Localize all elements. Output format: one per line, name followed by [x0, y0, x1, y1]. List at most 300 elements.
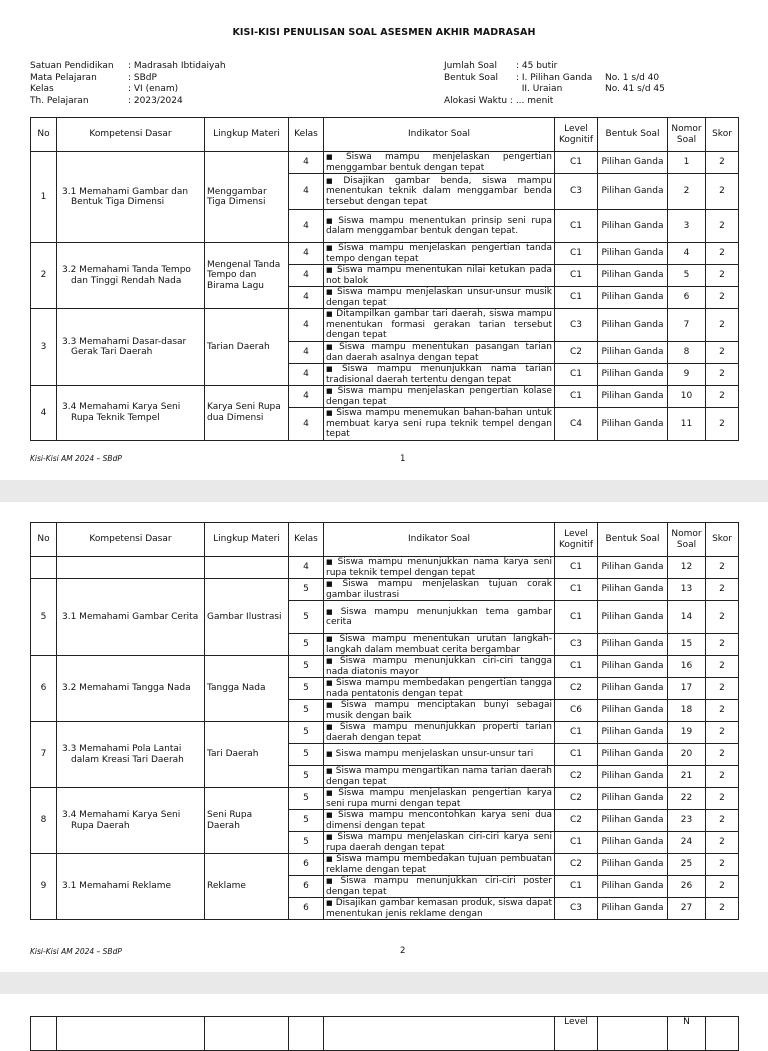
row-number: 1: [31, 152, 57, 243]
skor-cell: 2: [706, 854, 739, 876]
nomor-soal-cell: 16: [668, 656, 706, 678]
level-kognitif-cell: C1: [555, 287, 598, 309]
row-number: 2: [31, 243, 57, 309]
indikator-text: Siswa mampu menunjukkan tema gambar cerita: [326, 606, 552, 627]
bentuk-soal-cell: Pilihan Ganda: [598, 342, 668, 364]
lingkup-materi-cell: Gambar Ilustrasi: [205, 579, 289, 656]
level-kognitif-cell: C2: [555, 810, 598, 832]
level-kognitif-cell: C2: [555, 342, 598, 364]
nomor-soal-cell: 5: [668, 265, 706, 287]
level-kognitif-cell: C1: [555, 210, 598, 243]
header-skor: Skor: [706, 523, 739, 557]
indikator-soal: [324, 243, 555, 265]
level-kognitif-cell: C1: [555, 832, 598, 854]
info-value: : 2023/2024: [128, 95, 183, 106]
kelas-cell: 4: [289, 174, 324, 210]
indikator-text: Siswa mampu membedakan pengertian tangga nada pentatonis dengan tepat: [326, 678, 552, 699]
kelas-cell: 5: [289, 744, 324, 766]
indikator-text: Siswa mampu menentukan urutan langkah-langkah dalam membuat cerita bergambar: [326, 634, 552, 655]
kelas-cell: 4: [289, 408, 324, 441]
indikator-text: Siswa mampu menunjukkan ciri-ciri tangga nada diatonis mayor: [326, 656, 552, 677]
header-kompetensi-dasar: Kompetensi Dasar: [57, 118, 205, 152]
info-label: Mata Pelajaran: [30, 72, 97, 83]
nomor-soal-cell: 18: [668, 700, 706, 722]
header-nomor-soal: Nomor Soal: [668, 523, 706, 557]
bullet-icon: ■: [326, 310, 334, 319]
nomor-soal-cell: 15: [668, 634, 706, 656]
table-row: [31, 788, 739, 810]
bentuk-soal-label: Bentuk Soal: [444, 72, 498, 83]
jumlah-soal-label: Jumlah Soal: [444, 61, 497, 71]
lingkup-materi-cell: Tari Daerah: [205, 722, 289, 788]
level-kognitif-cell: C1: [555, 243, 598, 265]
row-number: 5: [31, 579, 57, 656]
bentuk-soal-cell: Pilihan Ganda: [598, 601, 668, 634]
nomor-soal-cell: 10: [668, 386, 706, 408]
bullet-icon: ■: [326, 723, 337, 731]
kelas-cell: 5: [289, 601, 324, 634]
lingkup-materi-cell: [205, 557, 289, 579]
nomor-soal-cell: 12: [668, 557, 706, 579]
kelas-cell: 6: [289, 876, 324, 898]
row-number: 9: [31, 854, 57, 920]
indikator-text: Disajikan gambar benda, siswa mampu menentukan teknik dalam menggambar benda tersebut dengan tepat: [326, 175, 552, 207]
kompetensi-dasar-text: 3.4 Memahami Karya Seni Rupa Teknik Tempel: [62, 402, 181, 423]
skor-cell: 2: [706, 408, 739, 441]
kompetensi-dasar-cell: [57, 309, 205, 386]
kelas-cell: 4: [289, 364, 324, 386]
kompetensi-dasar-text: 3.1 Memahami Gambar Cerita: [62, 611, 199, 622]
info-label: Kelas: [30, 84, 54, 94]
bullet-icon: ■: [326, 288, 335, 296]
skor-cell: 2: [706, 364, 739, 386]
kelas-cell: 6: [289, 854, 324, 876]
indikator-soal: [324, 557, 555, 579]
lingkup-materi-cell: Reklame: [205, 854, 289, 920]
kompetensi-dasar-text: 3.2 Memahami Tangga Nada: [62, 683, 191, 694]
level-kognitif-cell: C2: [555, 678, 598, 700]
indikator-text: Siswa mampu menjelaskan tujuan corak gambar ilustrasi: [326, 579, 553, 600]
bentuk-soal-cell: Pilihan Ganda: [598, 876, 668, 898]
header-bentuk-soal: Bentuk Soal: [598, 118, 668, 152]
table-row: [31, 579, 739, 601]
bentuk-soal-1-range: No. 1 s/d 40: [605, 72, 660, 83]
bentuk-soal-cell: Pilihan Ganda: [598, 810, 668, 832]
skor-cell: 2: [706, 832, 739, 854]
kisi-table-page-1: [30, 117, 739, 441]
row-number: 3: [31, 309, 57, 386]
skor-cell: 2: [706, 243, 739, 265]
kelas-cell: 5: [289, 656, 324, 678]
kompetensi-dasar-cell: [57, 557, 205, 579]
skor-cell: 2: [706, 557, 739, 579]
bullet-icon: ■: [326, 153, 343, 161]
nomor-soal-cell: 19: [668, 722, 706, 744]
row-number: 6: [31, 656, 57, 722]
nomor-soal-cell: 27: [668, 898, 706, 920]
level-kognitif-cell: C1: [555, 722, 598, 744]
header-level-kognitif: Level Kognitif: [555, 118, 598, 152]
skor-cell: 2: [706, 152, 739, 174]
bentuk-soal-cell: Pilihan Ganda: [598, 898, 668, 920]
skor-cell: 2: [706, 788, 739, 810]
indikator-soal: [324, 601, 555, 634]
level-kognitif-cell: C1: [555, 265, 598, 287]
nomor-soal-cell: 1: [668, 152, 706, 174]
level-kognitif-cell: C1: [555, 601, 598, 634]
kompetensi-dasar-text: 3.1 Memahami Reklame: [62, 881, 172, 892]
nomor-soal-cell: 22: [668, 788, 706, 810]
indikator-text: Siswa mampu menciptakan bunyi sebagai musik dengan baik: [326, 700, 552, 721]
table-row: [31, 152, 739, 174]
bullet-icon: ■: [326, 701, 338, 709]
kelas-cell: 4: [289, 210, 324, 243]
kelas-cell: 5: [289, 810, 324, 832]
skor-cell: 2: [706, 678, 739, 700]
table-row: [31, 854, 739, 876]
indikator-soal: [324, 210, 555, 243]
jumlah-soal-value: : 45 butir: [516, 61, 558, 71]
page-separator: [0, 972, 768, 994]
bullet-icon: ■: [326, 657, 337, 665]
bentuk-soal-1: : I. Pilihan Ganda: [516, 72, 593, 83]
kelas-cell: 4: [289, 287, 324, 309]
table-row: [31, 656, 739, 678]
level-kognitif-cell: C1: [555, 386, 598, 408]
bentuk-soal-cell: Pilihan Ganda: [598, 557, 668, 579]
nomor-soal-cell: 21: [668, 766, 706, 788]
nomor-soal-cell: 23: [668, 810, 706, 832]
bullet-icon: ■: [326, 679, 334, 687]
indikator-text: Siswa mampu mencontohkan karya seni dua dimensi dengan tepat: [326, 810, 552, 831]
bentuk-soal-cell: Pilihan Ganda: [598, 265, 668, 287]
nomor-soal-cell: 14: [668, 601, 706, 634]
kompetensi-dasar-text: 3.1 Memahami Gambar dan Bentuk Tiga Dimensi: [62, 186, 189, 207]
indikator-soal: [324, 656, 555, 678]
indikator-text: Siswa mampu menjelaskan unsur-unsur tari: [335, 749, 534, 760]
indikator-text: Siswa mampu menentukan prinsip seni rupa dalam menggambar bentuk dengan tepat.: [326, 215, 552, 236]
info-label: Th. Pelajaran: [30, 95, 89, 106]
kompetensi-dasar-cell: [57, 656, 205, 722]
kompetensi-dasar-cell: [57, 386, 205, 441]
kelas-cell: 5: [289, 832, 324, 854]
bullet-icon: ■: [326, 244, 336, 252]
kisi-table-page-2: [30, 522, 739, 920]
nomor-soal-cell: 25: [668, 854, 706, 876]
header-nomor-soal: Nomor Soal: [668, 118, 706, 152]
nomor-soal-cell: 6: [668, 287, 706, 309]
nomor-soal-cell: 9: [668, 364, 706, 386]
kelas-cell: 5: [289, 766, 324, 788]
indikator-soal: [324, 408, 555, 441]
lingkup-materi-cell: Menggambar Tiga Dimensi: [205, 152, 289, 243]
indikator-soal: [324, 810, 555, 832]
info-label: Satuan Pendidikan: [30, 61, 114, 71]
header-lingkup-materi: Lingkup Materi: [205, 523, 289, 557]
bentuk-soal-cell: Pilihan Ganda: [598, 364, 668, 386]
header-no: No: [31, 523, 57, 557]
header-indikator-soal: Indikator Soal: [324, 118, 555, 152]
kompetensi-dasar-cell: [57, 243, 205, 309]
indikator-text: Siswa mampu menjelaskan pengertian menggambar bentuk dengan tepat: [326, 152, 552, 173]
level-kognitif-cell: C1: [555, 744, 598, 766]
header-kelas: Kelas: [289, 523, 324, 557]
document-title: KISI-KISI PENULISAN SOAL ASESMEN AKHIR MADRASAH: [232, 27, 536, 38]
nomor-soal-cell: 2: [668, 174, 706, 210]
bullet-icon: ■: [326, 833, 335, 841]
indikator-soal: [324, 766, 555, 788]
kelas-cell: 4: [289, 152, 324, 174]
bentuk-soal-cell: Pilihan Ganda: [598, 744, 668, 766]
skor-cell: 2: [706, 656, 739, 678]
indikator-soal: [324, 386, 555, 408]
kelas-cell: 4: [289, 309, 324, 342]
bullet-icon: ■: [326, 607, 338, 616]
kelas-cell: 6: [289, 898, 324, 920]
page-footer: Kisi-Kisi AM 2024 – SBdP: [30, 454, 122, 463]
info-value: : Madrasah Ibtidaiyah: [128, 61, 226, 71]
nomor-soal-cell: 4: [668, 243, 706, 265]
level-kognitif-cell: C3: [555, 634, 598, 656]
row-number: 8: [31, 788, 57, 854]
nomor-soal-cell: 3: [668, 210, 706, 243]
indikator-text: Siswa mampu menentukan pasangan tarian dan daerah asalnya dengan tepat: [326, 342, 552, 363]
nomor-soal-cell: 24: [668, 832, 706, 854]
kelas-cell: 5: [289, 579, 324, 601]
kelas-cell: 4: [289, 342, 324, 364]
indikator-text: Siswa mampu menjelaskan ciri-ciri karya seni rupa daerah dengan tepat: [326, 832, 552, 853]
indikator-text: Siswa mampu membedakan tujuan pembuatan reklame dengan tepat: [326, 854, 552, 875]
skor-cell: 2: [706, 579, 739, 601]
kompetensi-dasar-cell: [57, 722, 205, 788]
bentuk-soal-2: II. Uraian: [516, 84, 563, 94]
level-kognitif-cell: C1: [555, 876, 598, 898]
kelas-cell: 5: [289, 788, 324, 810]
indikator-text: Ditampilkan gambar tari daerah, siswa mampu menentukan formasi gerakan tarian tersebut dengan tepat: [326, 309, 552, 341]
indikator-soal: [324, 898, 555, 920]
kompetensi-dasar-cell: [57, 152, 205, 243]
level-kognitif-cell: C1: [555, 557, 598, 579]
bullet-icon: ■: [326, 811, 335, 819]
lingkup-materi-cell: Tarian Daerah: [205, 309, 289, 386]
bullet-icon: ■: [326, 387, 335, 395]
skor-cell: 2: [706, 876, 739, 898]
kelas-cell: 5: [289, 678, 324, 700]
bullet-icon: ■: [326, 789, 336, 797]
skor-cell: 2: [706, 342, 739, 364]
table-row: [31, 722, 739, 744]
bentuk-soal-cell: Pilihan Ganda: [598, 656, 668, 678]
bullet-icon: ■: [326, 266, 334, 274]
bentuk-soal-cell: Pilihan Ganda: [598, 152, 668, 174]
indikator-soal: [324, 265, 555, 287]
indikator-soal: [324, 152, 555, 174]
info-value: : VI (enam): [128, 84, 179, 94]
bentuk-soal-cell: Pilihan Ganda: [598, 386, 668, 408]
skor-cell: 2: [706, 601, 739, 634]
bentuk-soal-cell: Pilihan Ganda: [598, 174, 668, 210]
bentuk-soal-cell: Pilihan Ganda: [598, 634, 668, 656]
skor-cell: 2: [706, 634, 739, 656]
lingkup-materi-cell: Tangga Nada: [205, 656, 289, 722]
skor-cell: 2: [706, 386, 739, 408]
table-row: [31, 309, 739, 342]
bullet-icon: ■: [326, 558, 335, 566]
kelas-cell: 4: [289, 386, 324, 408]
nomor-soal-cell: 20: [668, 744, 706, 766]
kompetensi-dasar-text: 3.3 Memahami Pola Lantai dalam Kreasi Tari Daerah: [62, 744, 184, 765]
bentuk-soal-cell: Pilihan Ganda: [598, 722, 668, 744]
indikator-soal: [324, 342, 555, 364]
table-row: [31, 386, 739, 408]
header-level-kognitif: Level Kognitif: [555, 523, 598, 557]
bentuk-soal-cell: Pilihan Ganda: [598, 408, 668, 441]
level-kognitif-cell: C3: [555, 898, 598, 920]
indikator-soal: [324, 579, 555, 601]
level-kognitif-cell: C4: [555, 408, 598, 441]
skor-cell: 2: [706, 810, 739, 832]
kisi-table-page-3: [30, 1016, 739, 1051]
page-number: 1: [400, 454, 406, 464]
level-kognitif-cell: C6: [555, 700, 598, 722]
nomor-soal-cell: 8: [668, 342, 706, 364]
document-info-left: [30, 61, 226, 107]
indikator-text: Disajikan gambar kemasan produk, siswa dapat menentukan jenis reklame dengan: [326, 898, 552, 919]
header-bentuk-soal: Bentuk Soal: [598, 523, 668, 557]
indikator-soal: [324, 876, 555, 898]
header-no: No: [31, 118, 57, 152]
kompetensi-dasar-cell: [57, 788, 205, 854]
kelas-cell: 4: [289, 557, 324, 579]
bentuk-soal-cell: Pilihan Ganda: [598, 678, 668, 700]
bentuk-soal-cell: Pilihan Ganda: [598, 309, 668, 342]
kompetensi-dasar-text: 3.2 Memahami Tanda Tempo dan Tinggi Rendah Nada: [62, 265, 191, 286]
kompetensi-dasar-cell: [57, 854, 205, 920]
indikator-soal: [324, 722, 555, 744]
bullet-icon: ■: [326, 580, 340, 588]
header-lingkup-materi: Lingkup Materi: [205, 118, 289, 152]
indikator-text: Siswa mampu mengartikan nama tarian daerah dengan tepat: [326, 766, 552, 787]
header-nomor-soal: N: [668, 1017, 706, 1051]
nomor-soal-cell: 11: [668, 408, 706, 441]
row-number: 4: [31, 386, 57, 441]
header-kompetensi-dasar: Kompetensi Dasar: [57, 523, 205, 557]
bullet-icon: ■: [326, 635, 337, 643]
skor-cell: 2: [706, 700, 739, 722]
table-row: [31, 557, 739, 579]
indikator-soal: [324, 744, 555, 766]
bentuk-soal-cell: Pilihan Ganda: [598, 700, 668, 722]
bullet-icon: ■: [326, 767, 333, 775]
bentuk-soal-cell: Pilihan Ganda: [598, 766, 668, 788]
level-kognitif-cell: C1: [555, 364, 598, 386]
bullet-icon: ■: [326, 899, 333, 907]
indikator-soal: [324, 287, 555, 309]
indikator-soal: [324, 678, 555, 700]
indikator-text: Siswa mampu menjelaskan pengertian tanda tempo dengan tepat: [326, 243, 552, 264]
indikator-text: Siswa mampu menemukan bahan-bahan untuk membuat karya seni rupa teknik tempel dengan tepat: [326, 408, 552, 439]
page-separator: [0, 480, 768, 502]
bentuk-soal-cell: Pilihan Ganda: [598, 243, 668, 265]
kelas-cell: 5: [289, 700, 324, 722]
bullet-icon: ■: [326, 365, 339, 373]
header-skor: Skor: [706, 118, 739, 152]
indikator-text: Siswa mampu menjelaskan pengertian kolase dengan tepat: [326, 386, 552, 407]
table-row: [31, 243, 739, 265]
indikator-soal: [324, 364, 555, 386]
bullet-icon: ■: [326, 855, 334, 863]
nomor-soal-cell: 17: [668, 678, 706, 700]
indikator-text: Siswa mampu menunjukkan ciri-ciri poster dengan tepat: [326, 876, 553, 897]
row-number: 7: [31, 722, 57, 788]
alokasi-waktu: Alokasi Waktu : ... menit: [444, 95, 554, 106]
level-kognitif-cell: C1: [555, 152, 598, 174]
skor-cell: 2: [706, 744, 739, 766]
indikator-soal: [324, 309, 555, 342]
header-kelas: Kelas: [289, 118, 324, 152]
row-number: [31, 557, 57, 579]
level-kognitif-cell: C2: [555, 854, 598, 876]
skor-cell: 2: [706, 265, 739, 287]
bullet-icon: ■: [326, 176, 341, 185]
bentuk-soal-cell: Pilihan Ganda: [598, 287, 668, 309]
indikator-text: Siswa mampu menjelaskan unsur-unsur musik dengan tepat: [326, 287, 552, 308]
indikator-text: Siswa mampu menentukan nilai ketukan pada not balok: [326, 265, 552, 286]
lingkup-materi-cell: Mengenal Tanda Tempo dan Birama Lagu: [205, 243, 289, 309]
lingkup-materi-cell: Karya Seni Rupa dua Dimensi: [205, 386, 289, 441]
bentuk-soal-cell: Pilihan Ganda: [598, 854, 668, 876]
header-level-kognitif: Level: [555, 1017, 598, 1051]
indikator-soal: [324, 854, 555, 876]
bullet-icon: ■: [326, 750, 333, 759]
level-kognitif-cell: C1: [555, 579, 598, 601]
level-kognitif-cell: C2: [555, 766, 598, 788]
kompetensi-dasar-text: 3.4 Memahami Karya Seni Rupa Daerah: [62, 810, 181, 831]
page-footer: Kisi-Kisi AM 2024 – SBdP: [30, 947, 122, 956]
level-kognitif-cell: C3: [555, 174, 598, 210]
nomor-soal-cell: 7: [668, 309, 706, 342]
page-number: 2: [400, 946, 406, 956]
info-value: : SBdP: [128, 72, 157, 83]
indikator-text: Siswa mampu menjelaskan pengertian karya seni rupa murni dengan tepat: [326, 788, 552, 809]
nomor-soal-cell: 26: [668, 876, 706, 898]
bentuk-soal-cell: Pilihan Ganda: [598, 788, 668, 810]
bentuk-soal-2-range: No. 41 s/d 45: [605, 84, 665, 94]
skor-cell: 2: [706, 287, 739, 309]
indikator-text: Siswa mampu menunjukkan properti tarian daerah dengan tepat: [326, 722, 552, 743]
indikator-soal: [324, 788, 555, 810]
indikator-soal: [324, 634, 555, 656]
bullet-icon: ■: [326, 877, 338, 885]
indikator-soal: [324, 700, 555, 722]
indikator-soal: [324, 832, 555, 854]
skor-cell: 2: [706, 309, 739, 342]
bentuk-soal-cell: Pilihan Ganda: [598, 210, 668, 243]
document-info-right: [444, 61, 665, 107]
bentuk-soal-cell: Pilihan Ganda: [598, 832, 668, 854]
bentuk-soal-cell: Pilihan Ganda: [598, 579, 668, 601]
kompetensi-dasar-text: 3.3 Memahami Dasar-dasar Gerak Tari Daerah: [62, 336, 187, 357]
skor-cell: 2: [706, 174, 739, 210]
kompetensi-dasar-cell: [57, 579, 205, 656]
indikator-soal: [324, 174, 555, 210]
indikator-text: Siswa mampu menunjukkan nama karya seni rupa teknik tempel dengan tepat: [326, 557, 552, 578]
lingkup-materi-cell: Seni Rupa Daerah: [205, 788, 289, 854]
indikator-text: Siswa mampu menunjukkan nama tarian tradisional daerah tertentu dengan tepat: [326, 364, 552, 385]
bullet-icon: ■: [326, 216, 336, 225]
skor-cell: 2: [706, 210, 739, 243]
level-kognitif-cell: C2: [555, 788, 598, 810]
